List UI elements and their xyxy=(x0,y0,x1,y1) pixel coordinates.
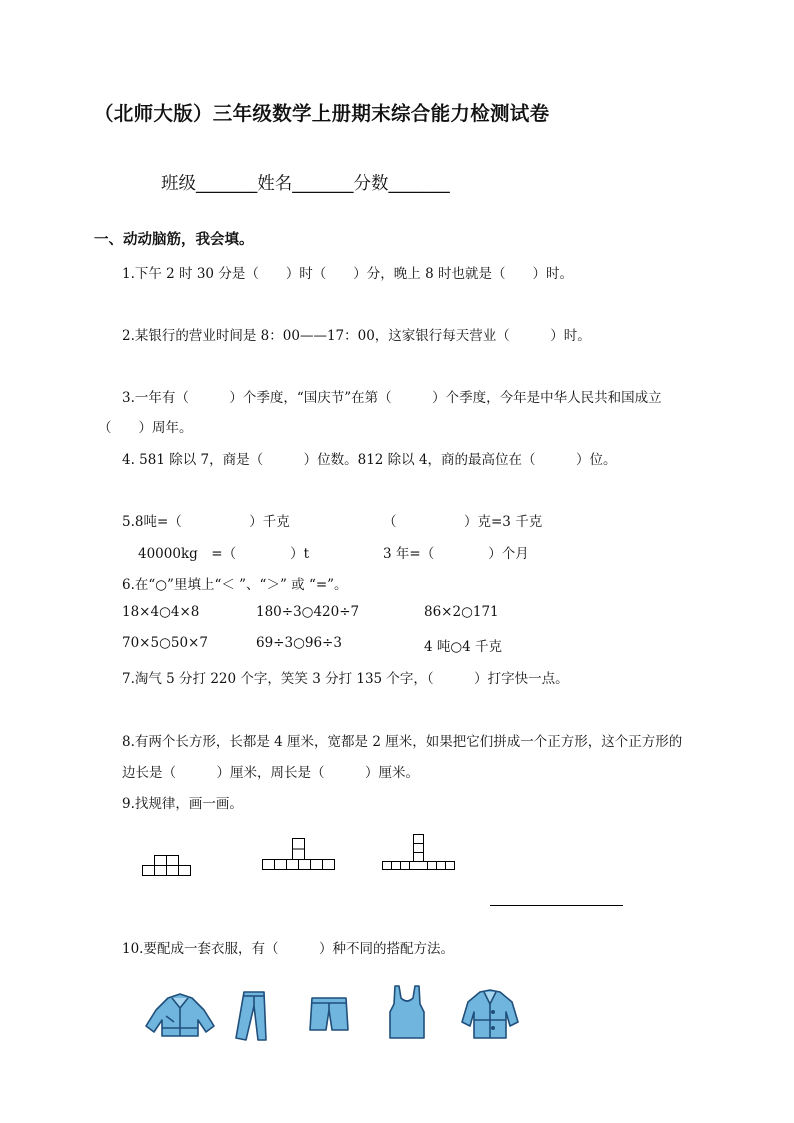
question-4: 4. 581 除以 7，商是（ ）位数。812 除以 4，商的最高位在（ ）位。 xyxy=(122,452,617,468)
q6-item: 70×5○50×7 xyxy=(122,635,208,651)
question-10: 10.要配成一套衣服，有（ ）种不同的搭配方法。 xyxy=(122,941,454,957)
question-7: 7.淘气 5 分打 220 个字，笑笑 3 分打 135 个字，（ ）打字快一点。 xyxy=(122,671,569,687)
shorts-icon xyxy=(308,996,350,1034)
q6-item: 86×2○171 xyxy=(424,604,499,620)
answer-line xyxy=(490,905,623,906)
question-5-a: 5.8吨=（ ）千克 xyxy=(122,514,290,530)
question-3-line-1: 3.一年有（ ）个季度，“国庆节”在第（ ）个季度，今年是中华人民共和国成立 xyxy=(122,390,662,406)
question-2: 2.某银行的营业时间是 8：00——17：00，这家银行每天营业（ ）时。 xyxy=(122,328,591,344)
tank-top-icon xyxy=(387,984,427,1040)
class-field: 班级_______ xyxy=(161,174,258,194)
question-5-b: （ ）克=3 千克 xyxy=(383,514,543,530)
jacket-icon xyxy=(144,992,216,1040)
question-8-line-1: 8.有两个长方形，长都是 4 厘米，宽都是 2 厘米，如果把它们拼成一个正方形，这个正方形的 xyxy=(122,734,683,750)
coat-icon xyxy=(460,988,520,1040)
question-5-c: 40000kg =（ ）t xyxy=(138,546,310,562)
question-6: 6.在“○”里填上“＜ ”、“＞” 或 “=”。 xyxy=(122,577,348,593)
question-9: 9.找规律，画一画。 xyxy=(122,796,243,812)
pattern-figure-1 xyxy=(142,855,192,877)
q6-item: 69÷3○96÷3 xyxy=(256,635,342,651)
question-3-line-2: （ ）周年。 xyxy=(98,420,193,436)
score-field: 分数_______ xyxy=(353,174,450,194)
name-field: 姓名_______ xyxy=(257,174,354,194)
section-heading: 一、动动脑筋，我会填。 xyxy=(94,232,254,248)
question-5-d: 3 年=（ ）个月 xyxy=(383,546,529,562)
q6-item: 18×4○4×8 xyxy=(122,604,200,620)
student-info-line xyxy=(161,170,450,195)
trousers-icon xyxy=(234,990,268,1042)
question-1: 1.下午 2 时 30 分是（ ）时（ ）分，晚上 8 时也就是（ ）时。 xyxy=(122,266,573,282)
page-title: （北师大版）三年级数学上册期末综合能力检测试卷 xyxy=(94,102,550,125)
q6-item: 180÷3○420÷7 xyxy=(256,604,360,620)
question-8-line-2: 边长是（ ）厘米，周长是（ ）厘米。 xyxy=(122,765,419,781)
pattern-figure-2 xyxy=(262,838,336,871)
pattern-figure-3 xyxy=(382,834,456,871)
q6-item: 4 吨○4 千克 xyxy=(424,639,503,655)
